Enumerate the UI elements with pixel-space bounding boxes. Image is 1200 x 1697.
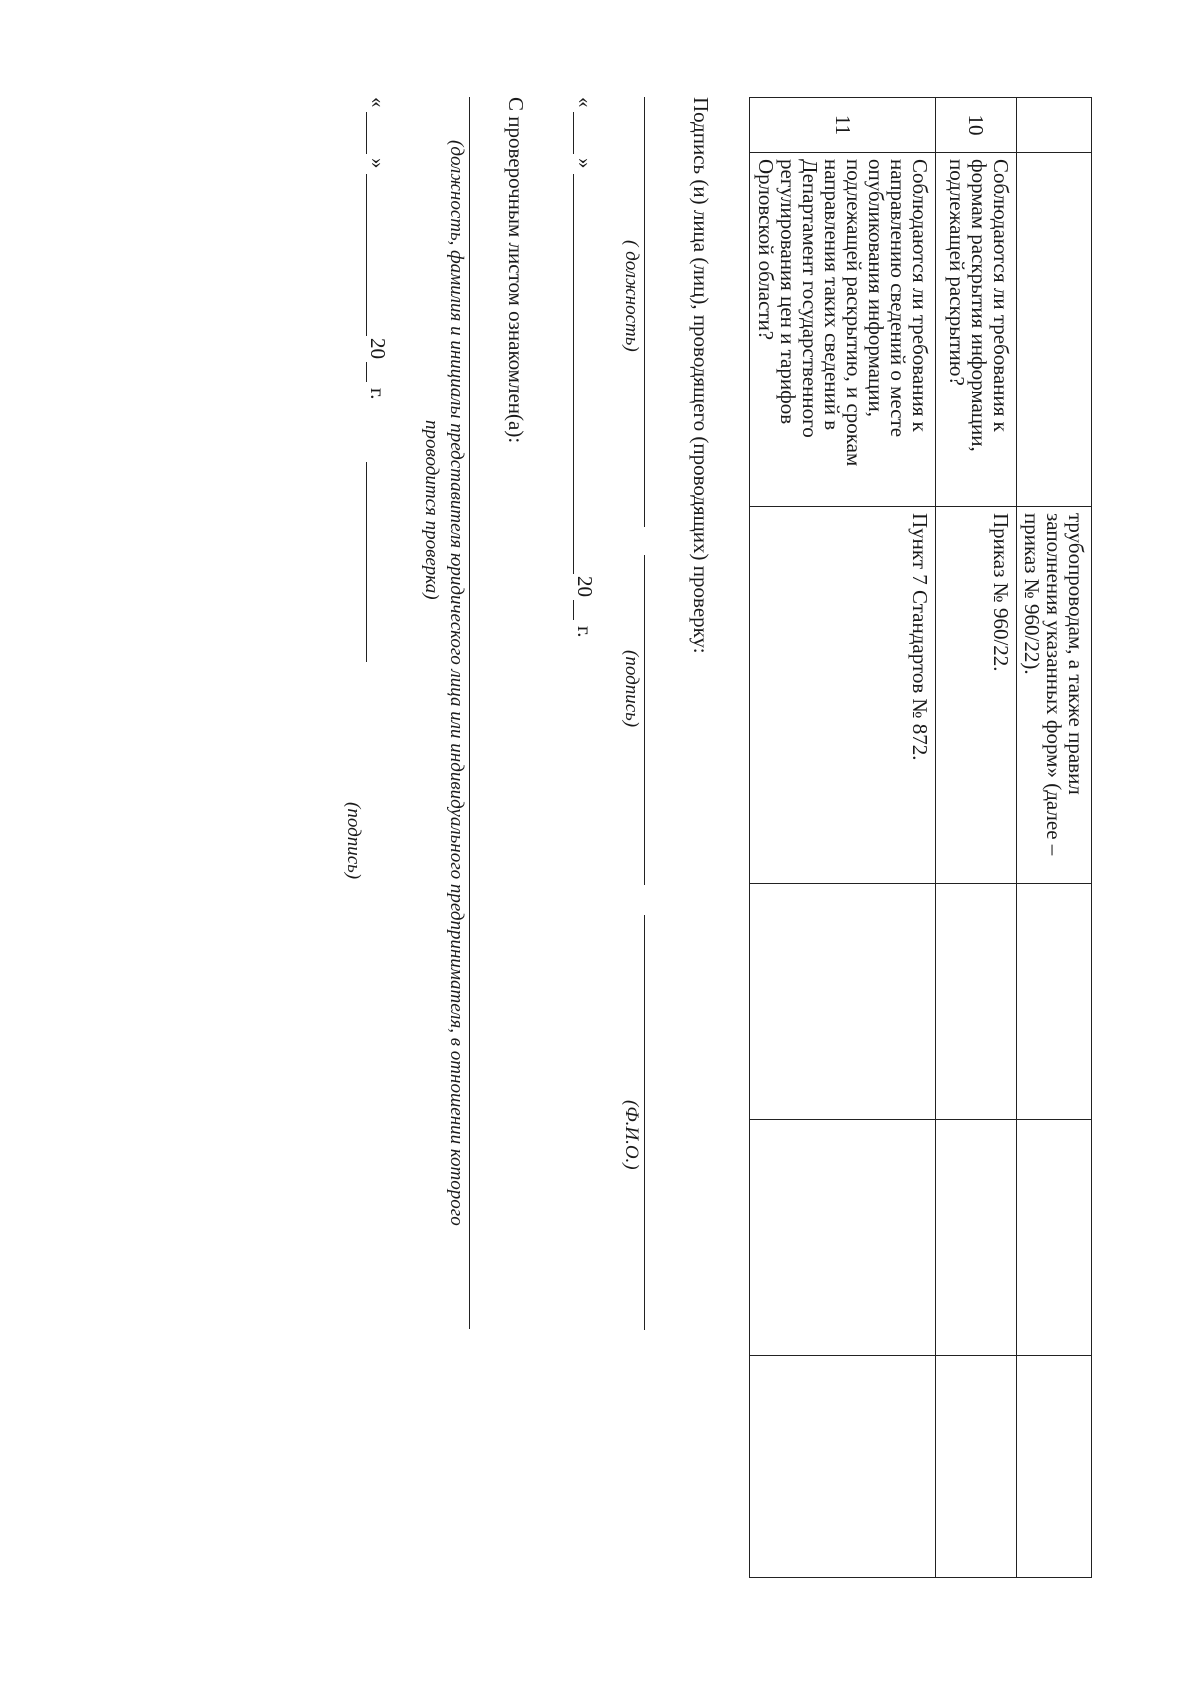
ack-date-month-line <box>366 174 367 336</box>
date-year-suffix: г. <box>573 626 597 638</box>
question-cell <box>1016 153 1091 507</box>
reference-cell: трубопроводам, а также правил заполнения указанных форм» (далее – приказ № 960/22). <box>1016 507 1091 884</box>
ack-date-year-line <box>366 362 367 382</box>
date-year-prefix: 20 <box>573 576 597 597</box>
ack-date-day-line <box>366 112 367 154</box>
ack-signature-line <box>366 462 367 662</box>
note-cell <box>1016 1356 1091 1578</box>
answer-cell <box>1016 884 1091 1120</box>
acknowledgement-line <box>469 97 470 1329</box>
date-day-line <box>573 112 574 154</box>
fio-caption: (Ф.И.О.) <box>621 1100 642 1170</box>
position-line <box>644 97 645 527</box>
ack-date-open-quote: « <box>366 97 390 108</box>
row-number: 11 <box>750 98 935 153</box>
row-number: 10 <box>935 98 1016 153</box>
ack-date-year-suffix: г. <box>366 388 390 400</box>
acknowledgement-heading: С проверочным листом ознакомлен(а): <box>504 97 528 444</box>
row-number <box>1016 98 1091 153</box>
fio-line <box>644 915 645 1330</box>
date-close-quote: » <box>573 158 597 169</box>
question-cell: Соблюдаются ли требования к формам раскрытия информации, подлежащей раскрытию? <box>935 153 1016 507</box>
reference-cell: Пункт 7 Стандартов № 872. <box>750 507 935 884</box>
answer-cell <box>935 884 1016 1120</box>
ack-signature-caption: (подпись) <box>343 802 364 880</box>
table-row <box>750 98 935 1578</box>
ack-date-close-quote: » <box>366 158 390 169</box>
date-year-line <box>573 600 574 620</box>
signature-caption: (подпись) <box>621 650 642 728</box>
signature-line <box>644 555 645 885</box>
acknowledgement-caption-1: (должность, фамилия и инициалы представителя юридического лица или индивидуального предпринимателя, в отношении которого <box>446 140 467 1226</box>
question-cell: Соблюдаются ли требования к направлению сведений о месте опубликования информации, подлежащей раскрытию, и срокам направления таких сведений в Департамент государственного регулирования цен и тарифов Орловской области? <box>750 153 935 507</box>
table-row <box>1016 98 1091 1578</box>
note-cell <box>935 1356 1016 1578</box>
answer-cell <box>1016 1120 1091 1356</box>
answer-cell <box>935 1120 1016 1356</box>
table-row <box>935 98 1016 1578</box>
date-open-quote: « <box>573 97 597 108</box>
answer-cell <box>750 884 935 1120</box>
answer-cell <box>750 1120 935 1356</box>
acknowledgement-caption-2: проводится проверка) <box>421 420 442 600</box>
ack-date-year-prefix: 20 <box>366 338 390 359</box>
note-cell <box>750 1356 935 1578</box>
signature-heading: Подпись (и) лица (лиц), проводящего (проводящих) проверку: <box>689 97 713 654</box>
reference-cell: Приказ № 960/22. <box>935 507 1016 884</box>
position-caption: ( должность) <box>621 240 642 352</box>
checklist-table <box>749 97 1092 1578</box>
date-month-line <box>573 174 574 574</box>
